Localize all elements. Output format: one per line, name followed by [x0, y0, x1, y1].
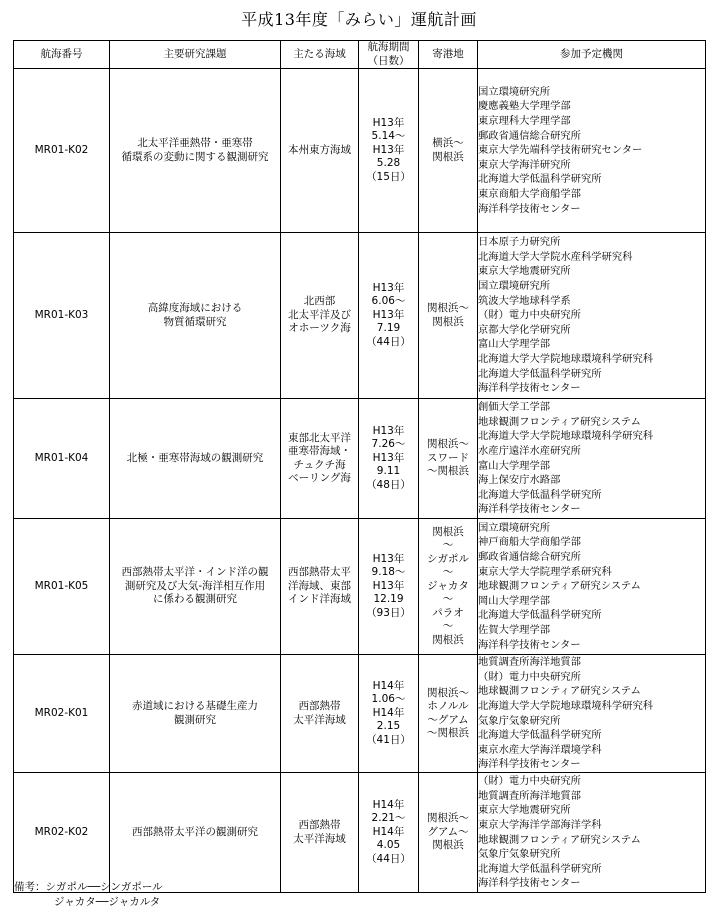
- header-main-area: 主たる海域: [281, 41, 359, 69]
- period-cell: H14年 1.06～ H14年 2.15 （41日）: [359, 655, 419, 773]
- voyage-number-cell: MR01-K05: [14, 519, 110, 655]
- institutions-cell: [478, 655, 706, 773]
- table-header-row: [14, 41, 706, 69]
- notes: [14, 880, 163, 910]
- institution-item: 富山大学理学部: [478, 338, 551, 351]
- institution-item: 東京大学先端科学技術研究センター: [478, 144, 643, 157]
- table-row: [14, 233, 706, 399]
- main-area-cell: 西部熱帯 太平洋海域: [281, 773, 359, 893]
- institution-item: 国立環境研究所: [478, 280, 551, 293]
- institution-item: 郵政省通信総合研究所: [478, 551, 581, 564]
- institution-item: 海洋科学技術センター: [478, 758, 581, 771]
- period-cell: H14年 2.21～ H14年 4.05 （44日）: [359, 773, 419, 893]
- table-row: [14, 655, 706, 773]
- institution-item: 地質調査所海洋地質部: [478, 789, 581, 802]
- institution-item: 北海道大学大学院地球環境科学研究科: [478, 699, 654, 712]
- table-row: [14, 773, 706, 893]
- institution-item: 東京大学海洋学部海洋学科: [478, 818, 602, 831]
- research-theme-cell: 高緯度海域における 物質循環研究: [110, 233, 281, 399]
- institutions-cell: [478, 233, 706, 399]
- institution-item: 海洋科学技術センター: [478, 638, 581, 651]
- main-area-cell: 西部熱帯 太平洋海域: [281, 655, 359, 773]
- institution-item: 東京大学海洋研究所: [478, 158, 571, 171]
- institution-item: 創価大学工学部: [478, 401, 551, 414]
- port-cell: 関根浜～ 関根浜: [419, 233, 478, 399]
- header-research-theme: 主要研究課題: [110, 41, 281, 69]
- institution-item: 北海道大学低温科学研究所: [478, 488, 602, 501]
- voyage-plan-table: [13, 40, 706, 893]
- voyage-number-cell: MR01-K03: [14, 233, 110, 399]
- institution-item: 日本原子力研究所: [478, 236, 561, 249]
- institution-item: 東京大学地震研究所: [478, 804, 571, 817]
- voyage-number-cell: MR01-K04: [14, 399, 110, 519]
- research-theme-cell: 西部熱帯太平洋の観測研究: [110, 773, 281, 893]
- port-cell: 関根浜 ～ シガポル ～ ジャカタ ～ パラオ ～ 関根浜: [419, 519, 478, 655]
- main-area-cell: 北西部 北太平洋及び オホーツク海: [281, 233, 359, 399]
- institution-item: （財）電力中央研究所: [478, 309, 581, 322]
- port-cell: 横浜～ 関根浜: [419, 69, 478, 233]
- institutions-cell: [478, 399, 706, 519]
- research-theme-cell: 赤道域における基礎生産力 観測研究: [110, 655, 281, 773]
- period-cell: H13年 6.06～ H13年 7.19 （44日）: [359, 233, 419, 399]
- port-cell: 関根浜～ ホノルル ～グアム ～関根浜: [419, 655, 478, 773]
- institution-item: 北海道大学低温科学研究所: [478, 609, 602, 622]
- port-cell: 関根浜～ グアム～ 関根浜: [419, 773, 478, 893]
- institution-item: 海洋科学技術センター: [478, 877, 581, 890]
- note-line: ジャカタ──ジャカルタ: [54, 896, 161, 908]
- research-theme-cell: 北極・亜寒帯海域の観測研究: [110, 399, 281, 519]
- institution-item: 気象庁気象研究所: [478, 714, 561, 727]
- institution-item: 東京大学地震研究所: [478, 265, 571, 278]
- research-theme-cell: 北太平洋亜熱帯・亜寒帯 循環系の変動に関する観測研究: [110, 69, 281, 233]
- table-row: [14, 69, 706, 233]
- institution-item: 北海道大学低温科学研究所: [478, 173, 602, 186]
- port-cell: 関根浜～ スワード ～関根浜: [419, 399, 478, 519]
- header-voyage-number: 航海番号: [14, 41, 110, 69]
- institution-item: 水産庁遠洋水産研究所: [478, 444, 581, 457]
- institutions-cell: [478, 69, 706, 233]
- institution-item: 東京水産大学海洋環境学科: [478, 743, 602, 756]
- institution-item: 郵政省通信総合研究所: [478, 129, 581, 142]
- period-cell: H13年 7.26～ H13年 9.11 （48日）: [359, 399, 419, 519]
- voyage-number-cell: MR02-K01: [14, 655, 110, 773]
- table-row: [14, 399, 706, 519]
- institution-item: 北海道大学大学院地球環境科学研究科: [478, 352, 654, 365]
- main-area-cell: 西部熱帯太平 洋海域、東部 インド洋海域: [281, 519, 359, 655]
- institution-item: 北海道大学低温科学研究所: [478, 367, 602, 380]
- institution-item: 北海道大学大学院水産科学研究科: [478, 250, 633, 263]
- table-row: [14, 519, 706, 655]
- institution-item: 海洋科学技術センター: [478, 202, 581, 215]
- institution-item: 富山大学理学部: [478, 459, 551, 472]
- institution-item: 地球観測フロンティア研究システム: [478, 833, 641, 846]
- voyage-number-cell: MR02-K02: [14, 773, 110, 893]
- institution-item: 北海道大学大学院地球環境科学研究科: [478, 430, 654, 443]
- institution-item: 地球観測フロンティア研究システム: [478, 685, 641, 698]
- period-cell: H13年 9.18～ H13年 12.19 （93日）: [359, 519, 419, 655]
- institution-item: 地球観測フロンティア研究システム: [478, 580, 641, 593]
- institution-item: 岡山大学理学部: [478, 594, 551, 607]
- institution-item: 海上保安庁水路部: [478, 474, 561, 487]
- header-period: 航海期間 （日数）: [359, 41, 419, 69]
- institution-item: 地球観測フロンティア研究システム: [478, 415, 641, 428]
- institution-item: 国立環境研究所: [478, 521, 551, 534]
- institution-item: 神戸商船大学商船学部: [478, 536, 581, 549]
- institution-item: 佐賀大学理学部: [478, 623, 551, 636]
- institution-item: 北海道大学低温科学研究所: [478, 862, 602, 875]
- institution-item: 気象庁気象研究所: [478, 848, 561, 861]
- research-theme-cell: 西部熱帯太平洋・インド洋の観 測研究及び大気-海洋相互作用 に係わる観測研究: [110, 519, 281, 655]
- institution-item: 京都大学化学研究所: [478, 323, 571, 336]
- note-line: 備考：シガポル──シンガポール: [14, 881, 163, 893]
- institution-item: 東京大学大学院理学系研究科: [478, 565, 612, 578]
- institutions-cell: [478, 519, 706, 655]
- institution-item: 東京理科大学理学部: [478, 115, 571, 128]
- period-cell: H13年 5.14～ H13年 5.28 （15日）: [359, 69, 419, 233]
- institution-item: 慶應義塾大学理学部: [478, 100, 571, 113]
- main-area-cell: 本州東方海域: [281, 69, 359, 233]
- institution-item: 国立環境研究所: [478, 85, 551, 98]
- header-port: 寄港地: [419, 41, 478, 69]
- voyage-number-cell: MR01-K02: [14, 69, 110, 233]
- header-institutions: 参加予定機関: [478, 41, 706, 69]
- institutions-cell: [478, 773, 706, 893]
- main-area-cell: 東部北太平洋 亜寒帯海域・ チュクチ海 ベーリング海: [281, 399, 359, 519]
- institution-item: 筑波大学地球科学系: [478, 294, 571, 307]
- institution-item: 海洋科学技術センター: [478, 503, 581, 516]
- institution-item: 地質調査所海洋地質部: [478, 656, 581, 669]
- institution-item: 北海道大学低温科学研究所: [478, 729, 602, 742]
- page-title: 平成13年度「みらい」運航計画: [241, 10, 477, 29]
- institution-item: 海洋科学技術センター: [478, 382, 581, 395]
- institution-item: 東京商船大学商船学部: [478, 187, 581, 200]
- institution-item: （財）電力中央研究所: [478, 670, 581, 683]
- institution-item: （財）電力中央研究所: [478, 775, 581, 788]
